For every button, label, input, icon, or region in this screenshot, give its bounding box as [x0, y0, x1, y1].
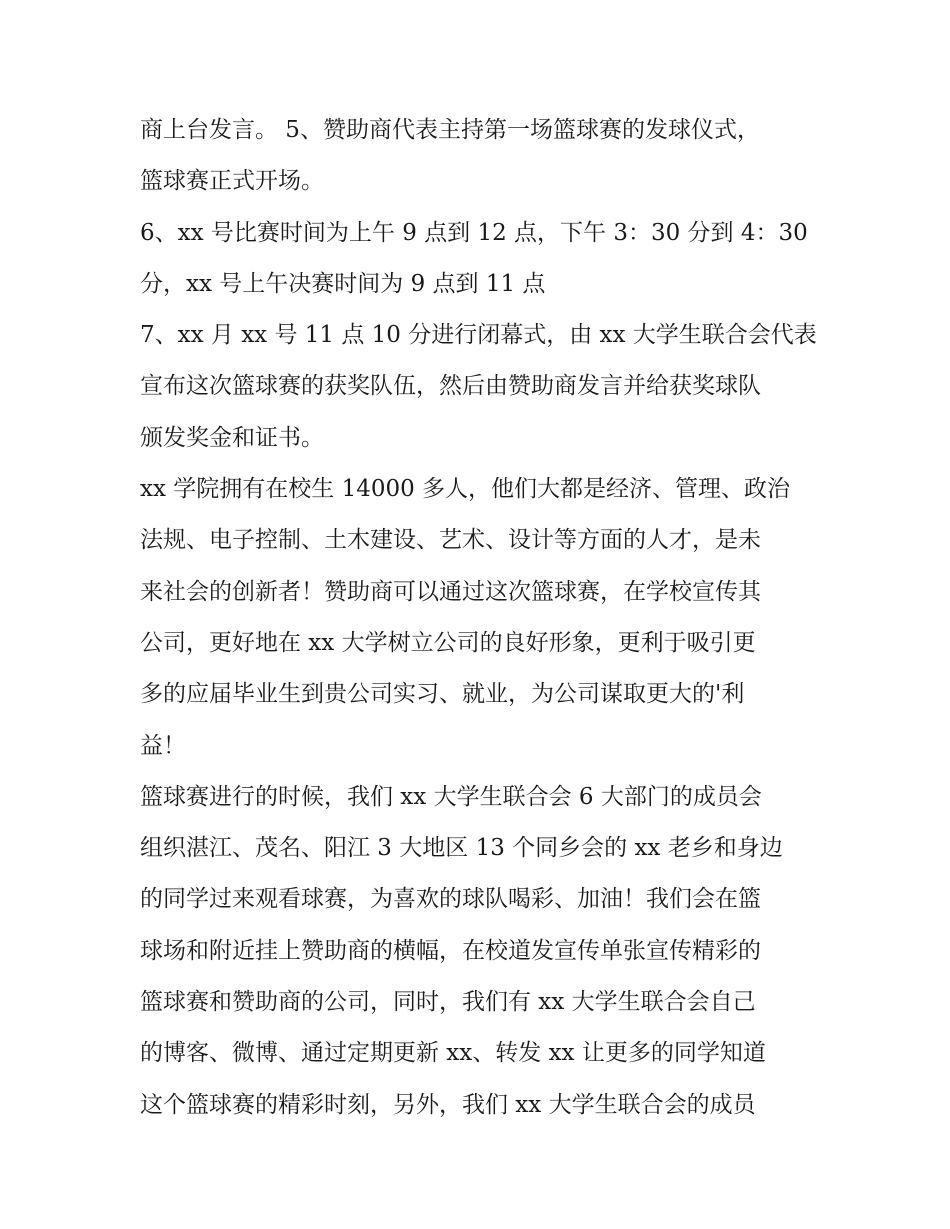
text-line: 宣布这次篮球赛的获奖队伍，然后由赞助商发言并给获奖球队: [140, 373, 761, 400]
document-body: [140, 105, 820, 1131]
text-line: 球场和附近挂上赞助商的横幅，在校道发宣传单张宣传精彩的: [140, 937, 761, 964]
text-line: 益！: [140, 732, 186, 759]
text-line: 的博客、微博、通过定期更新 xx、转发 xx 让更多的同学知道: [140, 1040, 766, 1067]
text-line: 公司，更好地在 xx 大学树立公司的良好形象，更利于吸引更: [140, 629, 756, 656]
text-line: 分，xx 号上午决赛时间为 9 点到 11 点: [140, 270, 546, 297]
text-line: 的同学过来观看球赛，为喜欢的球队喝彩、加油！我们会在篮: [140, 886, 761, 913]
text-line: 多的应届毕业生到贵公司实习、就业，为公司谋取更大的'利: [140, 681, 745, 708]
text-line: 组织湛江、茂名、阳江 3 大地区 13 个同乡会的 xx 老乡和身边: [140, 835, 783, 862]
text-line: 7、xx 月 xx 号 11 点 10 分进行闭幕式，由 xx 大学生联合会代表: [140, 322, 817, 349]
text-line: 颁发奖金和证书。: [140, 424, 324, 451]
text-line: 法规、电子控制、土木建设、艺术、设计等方面的人才，是未: [140, 527, 761, 554]
text-line: 这个篮球赛的精彩时刻，另外，我们 xx 大学生联合会的成员: [140, 1091, 756, 1118]
text-line: 6、xx 号比赛时间为上午 9 点到 12 点，下午 3：30 分到 4：30: [140, 219, 808, 246]
text-line: xx 学院拥有在校生 14000 多人，他们大都是经济、管理、政治: [140, 476, 791, 503]
text-line: 篮球赛进行的时候，我们 xx 大学生联合会 6 大部门的成员会: [140, 783, 762, 810]
text-line: 来社会的创新者！赞助商可以通过这次篮球赛，在学校宣传其: [140, 578, 761, 605]
text-line: 篮球赛正式开场。: [140, 168, 324, 195]
text-line: 篮球赛和赞助商的公司，同时，我们有 xx 大学生联合会自己: [140, 989, 756, 1016]
text-line: 商上台发言。 5、赞助商代表主持第一场篮球赛的发球仪式，: [140, 117, 760, 143]
